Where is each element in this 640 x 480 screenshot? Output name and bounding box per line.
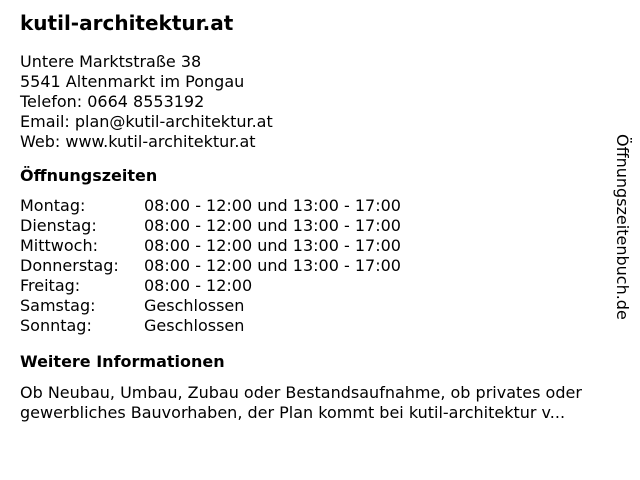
hours-row-tuesday [20,216,610,236]
day-label: Mittwoch: [20,236,98,255]
time-value: Geschlossen [144,316,245,335]
phone-line: Telefon: 0664 8553192 [20,92,205,111]
more-info-title: Weitere Informationen [20,352,225,371]
opening-hours-title: Öffnungszeiten [20,166,158,185]
side-watermark-label: Öffnungszeitenbuch.de [613,134,632,320]
time-value: 08:00 - 12:00 und 13:00 - 17:00 [144,196,401,215]
hours-row-thursday [20,256,610,276]
day-label: Samstag: [20,296,96,315]
address-street: Untere Marktstraße 38 [20,52,202,71]
hours-row-wednesday [20,236,610,256]
more-info-text: Ob Neubau, Umbau, Zubau oder Bestandsaufnahme, ob privates oder gewerbliches Bauvorhaben, der Plan kommt bei kutil-architektur v... [20,383,582,422]
business-name: kutil-architektur.at [20,11,234,35]
day-label: Sonntag: [20,316,92,335]
time-value: 08:00 - 12:00 und 13:00 - 17:00 [144,236,401,255]
day-label: Dienstag: [20,216,97,235]
web-line: Web: www.kutil-architektur.at [20,132,256,151]
hours-row-sunday [20,316,610,336]
address-city: 5541 Altenmarkt im Pongau [20,72,245,91]
day-label: Freitag: [20,276,81,295]
time-value: 08:00 - 12:00 [144,276,253,295]
hours-row-monday [20,196,610,216]
contact-block [20,52,610,152]
business-card [20,10,610,423]
time-value: 08:00 - 12:00 und 13:00 - 17:00 [144,216,401,235]
day-label: Montag: [20,196,86,215]
time-value: 08:00 - 12:00 und 13:00 - 17:00 [144,256,401,275]
day-label: Donnerstag: [20,256,119,275]
email-line: Email: plan@kutil-architektur.at [20,112,273,131]
time-value: Geschlossen [144,296,245,315]
hours-row-friday [20,276,610,296]
opening-hours-table [20,196,610,336]
hours-row-saturday [20,296,610,316]
